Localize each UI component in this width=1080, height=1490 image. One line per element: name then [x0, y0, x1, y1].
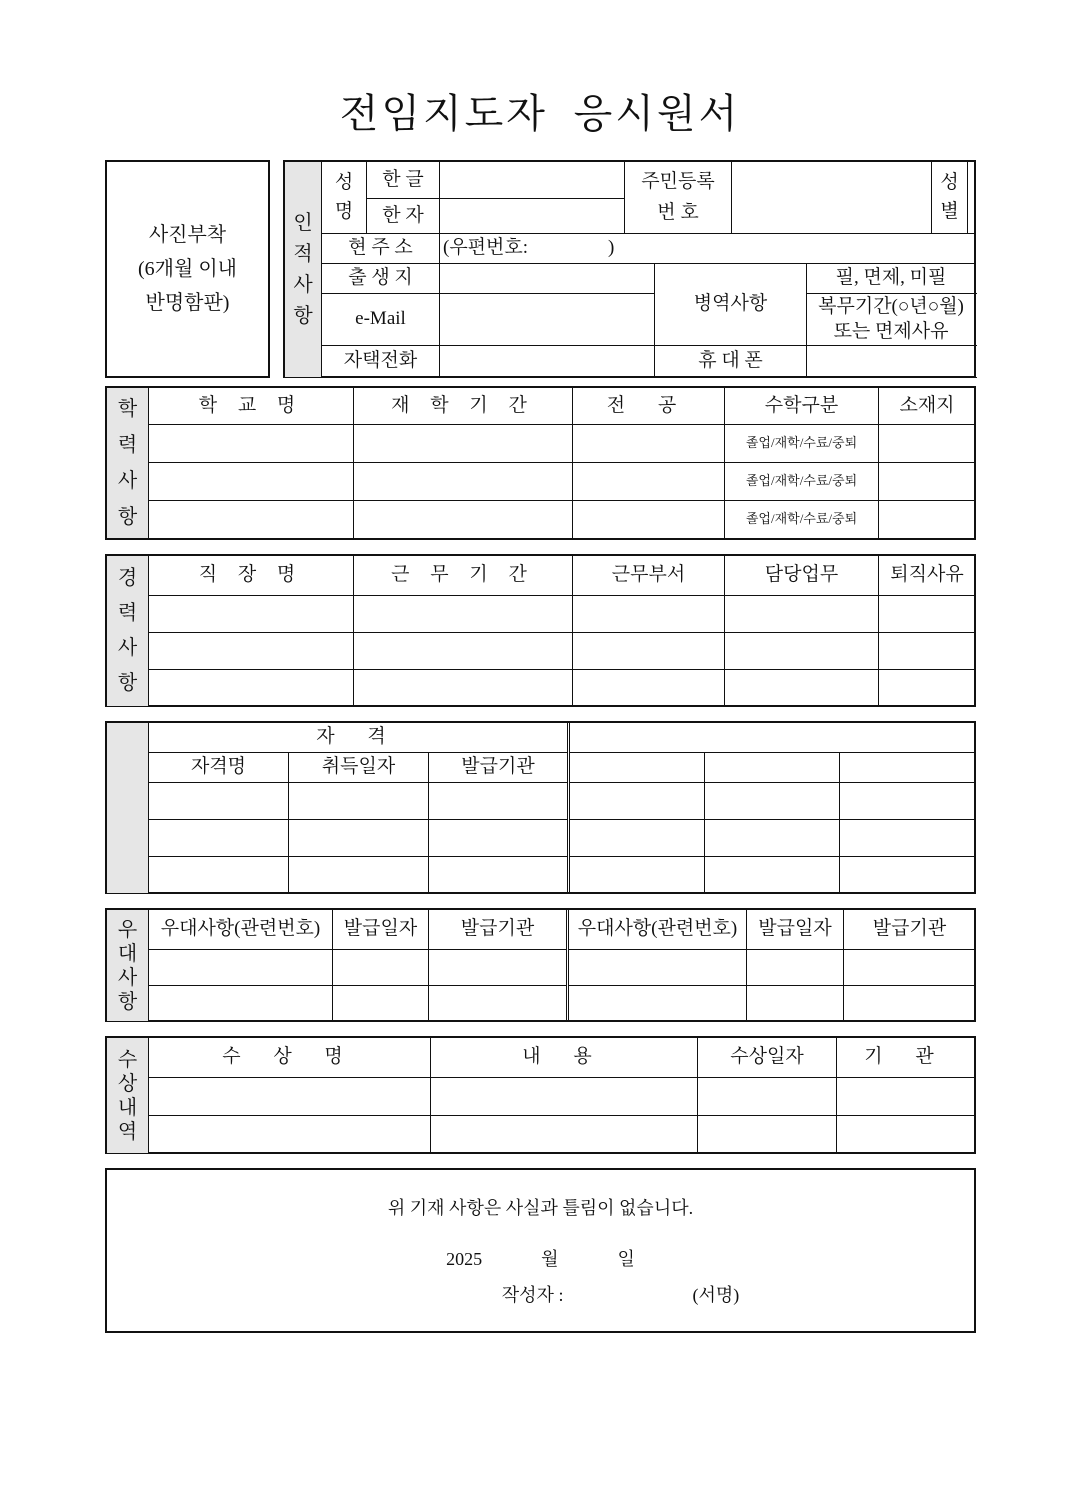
preference-table	[106, 909, 976, 1022]
military-label: 병역사항	[655, 264, 807, 346]
table-cell[interactable]	[573, 425, 725, 463]
name-hanja-input[interactable]	[440, 199, 625, 234]
service-period-cell[interactable]	[807, 294, 976, 346]
military-status-options[interactable]: 필, 면제, 미필	[807, 264, 976, 294]
table-cell[interactable]	[844, 950, 976, 986]
name-hangul-label: 한 글	[367, 162, 440, 199]
table-cell[interactable]	[698, 1078, 837, 1116]
table-cell[interactable]	[289, 783, 429, 820]
postal-code-close: )	[608, 237, 615, 259]
table-cell[interactable]	[333, 950, 429, 986]
qualification-title: 자 격	[149, 723, 569, 753]
award-name-header: 수 상 명	[149, 1038, 431, 1078]
school-name-header: 학 교 명	[149, 388, 354, 425]
education-table	[106, 387, 976, 539]
resident-number-input[interactable]	[732, 162, 932, 234]
table-cell[interactable]	[149, 857, 289, 894]
leaving-reason-header: 퇴직사유	[879, 556, 976, 596]
sex-label: 성 별	[932, 162, 968, 234]
table-cell[interactable]	[879, 633, 976, 670]
declaration-author[interactable]	[187, 1281, 1054, 1307]
postal-code-label: (우편번호:	[443, 237, 529, 259]
table-cell[interactable]	[429, 820, 569, 857]
table-cell[interactable]	[837, 1078, 976, 1116]
table-cell[interactable]	[879, 670, 976, 707]
table-cell[interactable]	[573, 463, 725, 501]
qualification-title-right	[569, 723, 976, 753]
table-cell[interactable]	[149, 501, 354, 539]
table-cell[interactable]	[573, 670, 725, 707]
mobile-input[interactable]	[807, 346, 976, 378]
award-agency-header: 기 관	[837, 1038, 976, 1078]
department-header: 근무부서	[573, 556, 725, 596]
author-label: 작성자 :	[501, 1285, 564, 1305]
award-date-header: 수상일자	[698, 1038, 837, 1078]
photo-label-duration: (6개월 이내	[138, 258, 237, 280]
declaration-year: 2025	[446, 1249, 483, 1269]
table-cell[interactable]	[429, 857, 569, 894]
mobile-label: 휴 대 폰	[655, 346, 807, 378]
birthplace-label: 출 생 지	[322, 264, 440, 294]
table-cell[interactable]	[149, 1078, 431, 1116]
table-cell[interactable]	[569, 820, 705, 857]
table-cell[interactable]	[568, 950, 747, 986]
table-cell[interactable]	[840, 753, 976, 783]
table-cell[interactable]	[747, 986, 844, 1022]
preference-item-header: 우대사항(관련번호)	[149, 910, 333, 950]
award-content-header: 내 용	[431, 1038, 698, 1078]
location-header: 소재지	[879, 388, 976, 425]
table-cell[interactable]	[429, 950, 568, 986]
table-cell[interactable]	[149, 425, 354, 463]
table-cell[interactable]	[725, 596, 879, 633]
qualification-name-header: 자격명	[149, 753, 289, 783]
study-status-options[interactable]: 졸업/재학/수료/중퇴	[725, 501, 879, 539]
company-name-header: 직 장 명	[149, 556, 354, 596]
career-section-label: 경 력 사 항	[107, 556, 149, 707]
issuing-agency-header-right: 발급기관	[844, 910, 976, 950]
table-cell[interactable]	[747, 950, 844, 986]
table-cell[interactable]	[569, 783, 705, 820]
declaration-date[interactable]	[107, 1245, 974, 1271]
table-cell[interactable]	[879, 463, 976, 501]
page-title: 전임지도자 응시원서	[339, 91, 741, 137]
declaration-day: 일	[617, 1249, 635, 1269]
service-period-label: 복무기간(○년○월)	[818, 295, 964, 317]
photo-label-type: 반명함판)	[145, 292, 230, 314]
resident-number-label: 주민등록 번 호	[625, 162, 732, 234]
table-cell[interactable]	[573, 633, 725, 670]
table-cell[interactable]	[149, 783, 289, 820]
table-cell[interactable]	[354, 596, 573, 633]
declaration-statement: 위 기재 사항은 사실과 틀림이 없습니다.	[387, 1198, 694, 1218]
table-cell[interactable]	[569, 857, 705, 894]
major-header: 전 공	[573, 388, 725, 425]
personal-table	[284, 161, 976, 378]
signature-label: (서명)	[692, 1285, 740, 1305]
table-cell[interactable]	[149, 950, 333, 986]
name-hangul-input[interactable]	[440, 162, 625, 199]
table-cell[interactable]	[705, 783, 840, 820]
address-input[interactable]	[440, 234, 976, 264]
table-cell[interactable]	[879, 425, 976, 463]
awards-section-label: 수 상 내 역	[107, 1038, 149, 1154]
table-cell[interactable]	[431, 1078, 698, 1116]
table-cell[interactable]	[879, 596, 976, 633]
declaration-month: 월	[541, 1249, 559, 1269]
table-cell[interactable]	[705, 857, 840, 894]
table-cell[interactable]	[354, 670, 573, 707]
name-label: 성 명	[322, 162, 367, 234]
table-cell[interactable]	[879, 501, 976, 539]
email-label: e-Mail	[322, 294, 440, 346]
table-cell[interactable]	[568, 986, 747, 1022]
table-cell[interactable]	[149, 670, 354, 707]
table-cell[interactable]	[149, 463, 354, 501]
table-cell[interactable]	[354, 501, 573, 539]
photo-area[interactable]	[105, 160, 270, 378]
issuing-agency-header: 발급기관	[429, 910, 568, 950]
table-cell[interactable]	[289, 857, 429, 894]
table-cell[interactable]	[844, 986, 976, 1022]
table-cell[interactable]	[149, 820, 289, 857]
table-cell[interactable]	[840, 783, 976, 820]
duties-header: 담당업무	[725, 556, 879, 596]
home-phone-input[interactable]	[440, 346, 655, 378]
table-cell[interactable]	[429, 783, 569, 820]
table-cell[interactable]	[149, 986, 333, 1022]
table-cell[interactable]	[429, 986, 568, 1022]
acquisition-date-header: 취득일자	[289, 753, 429, 783]
email-input[interactable]	[440, 294, 655, 346]
table-cell[interactable]	[354, 633, 573, 670]
work-period-header: 근 무 기 간	[354, 556, 573, 596]
table-cell[interactable]	[149, 1116, 431, 1154]
home-phone-label: 자택전화	[322, 346, 440, 378]
table-cell[interactable]	[573, 501, 725, 539]
issuing-agency-header: 발급기관	[429, 753, 569, 783]
exemption-label: 또는 면제사유	[833, 320, 949, 342]
table-cell[interactable]	[840, 857, 976, 894]
table-cell[interactable]	[698, 1116, 837, 1154]
issue-date-header-right: 발급일자	[747, 910, 844, 950]
personal-section-label: 인 적 사 항	[285, 162, 322, 378]
table-cell[interactable]	[725, 633, 879, 670]
table-cell[interactable]	[289, 820, 429, 857]
table-cell[interactable]	[573, 596, 725, 633]
table-cell[interactable]	[569, 753, 705, 783]
declaration-section	[105, 1168, 976, 1333]
study-status-header: 수학구분	[725, 388, 879, 425]
preference-item-header-right: 우대사항(관련번호)	[568, 910, 747, 950]
preference-section-label: 우 대 사 항	[107, 910, 149, 1022]
birthplace-input[interactable]	[440, 264, 655, 294]
table-cell[interactable]	[840, 820, 976, 857]
address-label: 현 주 소	[322, 234, 440, 264]
study-status-options[interactable]: 졸업/재학/수료/중퇴	[725, 425, 879, 463]
table-cell[interactable]	[431, 1116, 698, 1154]
table-cell[interactable]	[354, 463, 573, 501]
enrollment-period-header: 재 학 기 간	[354, 388, 573, 425]
education-section-label: 학 력 사 항	[107, 388, 149, 539]
awards-table	[106, 1037, 976, 1154]
career-table	[106, 555, 976, 707]
table-cell[interactable]	[725, 670, 879, 707]
table-cell[interactable]	[149, 596, 354, 633]
study-status-options[interactable]: 졸업/재학/수료/중퇴	[725, 463, 879, 501]
qualification-table	[106, 722, 976, 894]
issue-date-header: 발급일자	[333, 910, 429, 950]
table-cell[interactable]	[354, 425, 573, 463]
table-cell[interactable]	[333, 986, 429, 1022]
table-cell[interactable]	[705, 820, 840, 857]
sex-input[interactable]	[968, 162, 976, 234]
table-cell[interactable]	[705, 753, 840, 783]
photo-label: 사진부착	[148, 224, 227, 246]
qualification-section-label	[107, 723, 149, 894]
name-hanja-label: 한 자	[367, 199, 440, 234]
table-cell[interactable]	[149, 633, 354, 670]
table-cell[interactable]	[837, 1116, 976, 1154]
